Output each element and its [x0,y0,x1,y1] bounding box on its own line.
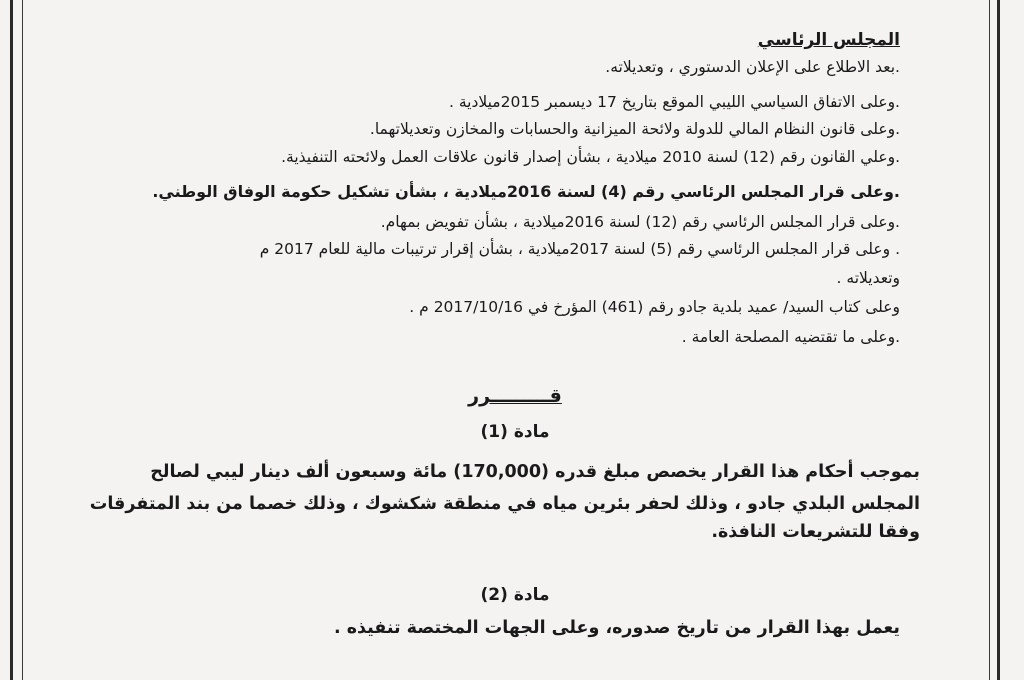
article-1-line-3: وفقا للتشريعات النافذة. [711,522,920,542]
preamble-line-2: .وعلى الاتفاق السياسي الليبي الموقع بتاريخ 17 ديسمبر 2015ميلادية . [449,93,900,111]
article-1-title: مادة (1) [480,422,550,442]
preamble-line-10: .وعلى ما تقتضيه المصلحة العامة . [681,328,900,346]
preamble-line-6: .وعلى قرار المجلس الرئاسي رقم (12) لسنة 2016ميلادية ، بشأن تفويض بمهام. [380,213,900,231]
council-heading: المجلس الرئاسي [757,30,900,50]
article-1-line-2: المجلس البلدي جادو ، وذلك لحفر بئرين مياه في منطقة شكشوك ، وذلك خصما من بند المتفرقات [89,494,920,514]
article-2-title: مادة (2) [480,585,550,605]
decision-heading: قـــــــــرر [468,385,562,407]
preamble-line-3: .وعلى قانون النظام المالي للدولة ولائحة الميزانية والحسابات والمخازن وتعديلاتهما. [369,120,900,138]
preamble-line-7: . وعلى قرار المجلس الرئاسي رقم (5) لسنة 2017ميلادية ، بشأن إقرار ترتيبات مالية للعام 2017 م [259,240,900,258]
preamble-line-9: وعلى كتاب السيد/ عميد بلدية جادو رقم (461) المؤرخ في 2017/10/16 م . [409,298,900,316]
article-2-line-1: يعمل بهذا القرار من تاريخ صدوره، وعلى الجهات المختصة تنفيذه . [333,618,900,638]
article-1-line-1: بموجب أحكام هذا القرار يخصص مبلغ قدره (170,000) مائة وسبعون ألف دينار ليبي لصالح [150,462,920,482]
preamble-line-4: .وعلي القانون رقم (12) لسنة 2010 ميلادية ، بشأن إصدار قانون علاقات العمل ولائحته التنفيذية. [281,148,900,166]
preamble-line-1: .بعد الاطلاع على الإعلان الدستوري ، وتعديلاته. [605,58,900,76]
preamble-line-5: .وعلى قرار المجلس الرئاسي رقم (4) لسنة 2016ميلادية ، بشأن تشكيل حكومة الوفاق الوطني. [152,182,900,201]
preamble-line-8: وتعديلاته . [836,269,900,287]
